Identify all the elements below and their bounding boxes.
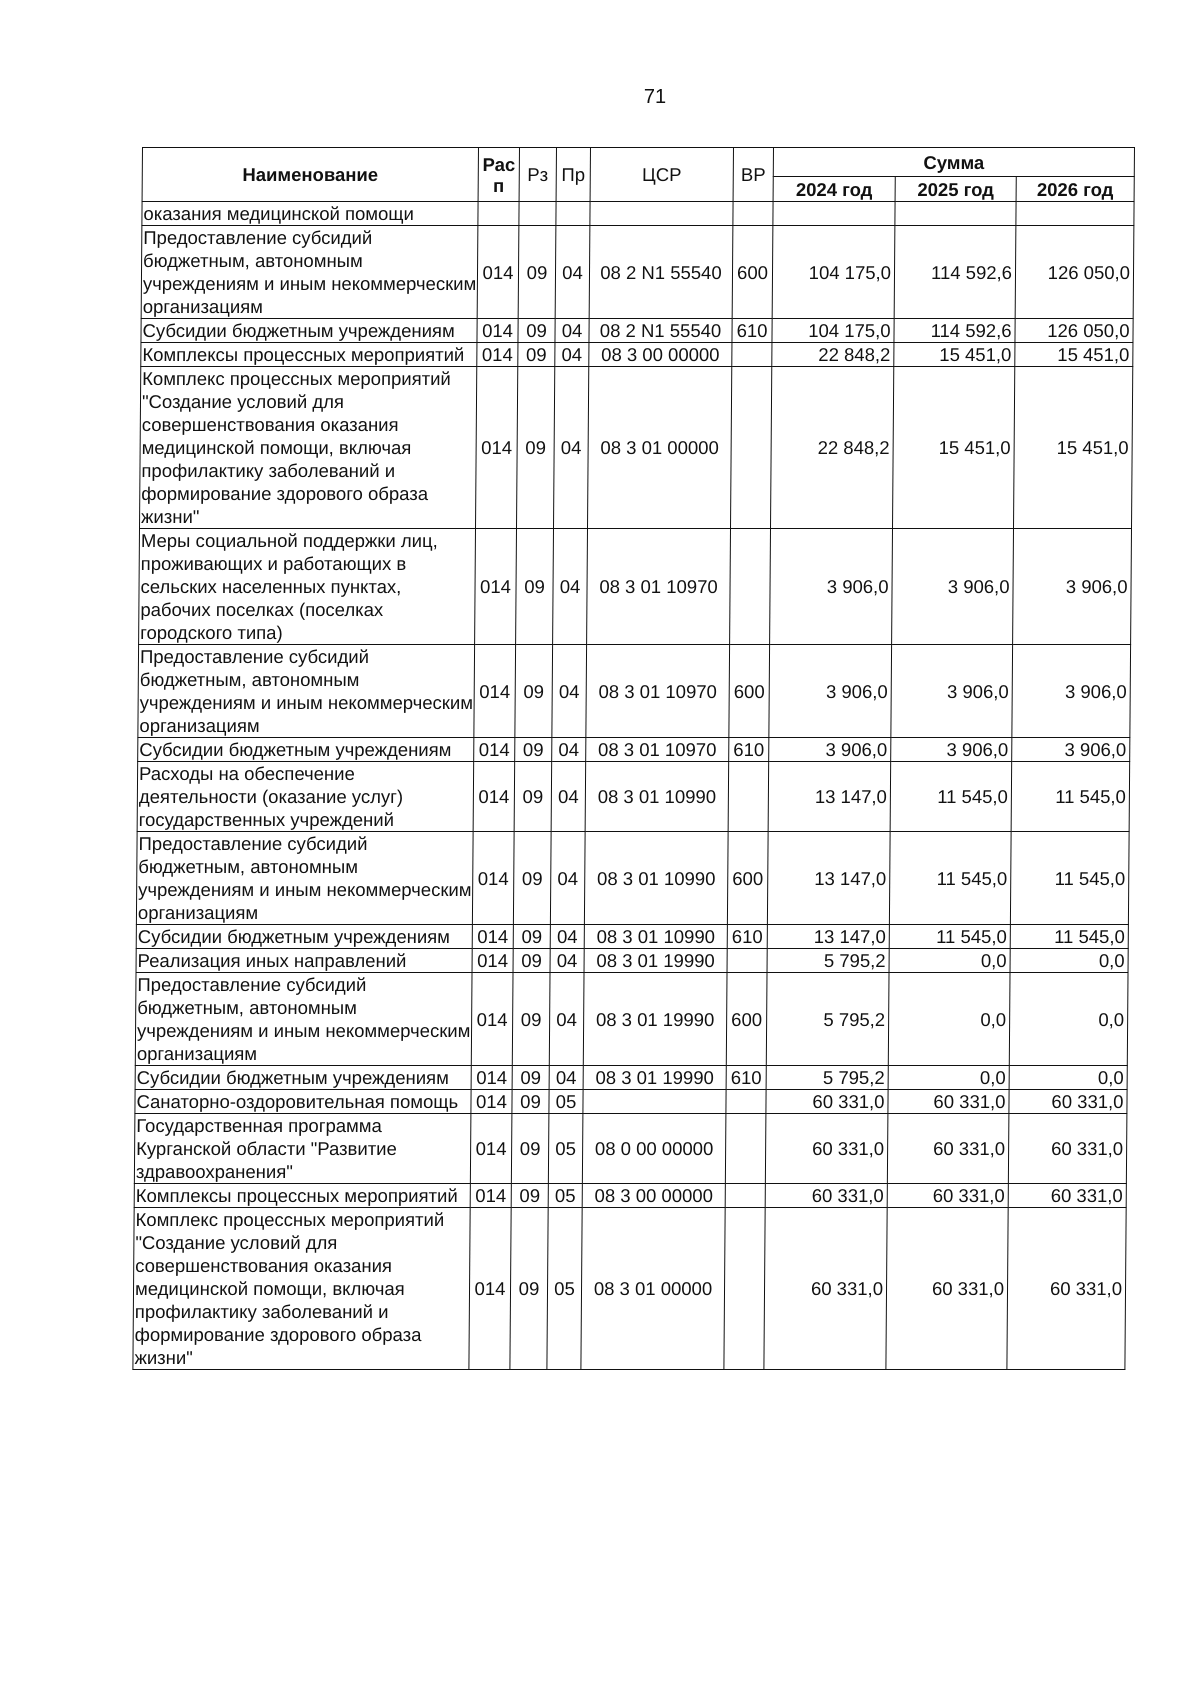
cell-name: Предоставление субсидий бюджетным, автономным учреждениям и иным некоммерческим организациям: [136, 974, 471, 1064]
budget-table: [132, 147, 1135, 1370]
cell-name: Комплексы процессных мероприятий: [141, 343, 477, 367]
cell-2026: 3 906,0: [1012, 738, 1130, 762]
cell-csr: 08 3 01 10970: [586, 738, 729, 762]
cell-2026: 11 545,0: [1011, 762, 1130, 832]
cell-vr: 610: [729, 738, 769, 762]
cell-rz: 09: [514, 762, 552, 832]
cell-pr: [556, 202, 590, 226]
cell-vr: [733, 202, 773, 226]
table-header: [142, 148, 1134, 202]
cell-rz: 09: [513, 949, 550, 973]
cell-csr: 08 3 01 10970: [587, 529, 731, 645]
cell-2025: 15 451,0: [894, 343, 1015, 367]
cell-name: Субсидии бюджетным учреждениям: [135, 1066, 471, 1090]
cell-name: Предоставление субсидий бюджетным, автономным учреждениям и иным некоммерческим организациям: [142, 227, 477, 317]
cell-pr: 04: [552, 738, 586, 762]
cell-2024: 22 848,2: [772, 343, 894, 367]
cell-rasp: 014: [472, 832, 514, 925]
cell-name: Комплексы процессных мероприятий: [134, 1184, 470, 1208]
cell-rasp: 014: [469, 1208, 511, 1370]
cell-vr: 600: [727, 832, 768, 925]
cell-2024: 60 331,0: [765, 1184, 887, 1208]
cell-2026: 0,0: [1009, 973, 1128, 1066]
cell-csr: 08 3 01 19990: [584, 949, 727, 973]
cell-rz: 09: [512, 973, 550, 1066]
cell-vr: [724, 1208, 765, 1370]
cell-vr: [731, 367, 772, 529]
cell-pr: 04: [550, 832, 585, 925]
cell-vr: 600: [732, 226, 773, 319]
cell-2025: 60 331,0: [886, 1208, 1008, 1370]
cell-2024: [773, 202, 895, 226]
cell-rz: 09: [512, 1066, 549, 1090]
cell-2026: [1016, 202, 1134, 226]
cell-2025: 60 331,0: [887, 1184, 1008, 1208]
cell-2026: 60 331,0: [1008, 1184, 1126, 1208]
header-year-2026: 2026 год: [1016, 177, 1134, 202]
cell-csr: 08 3 00 00000: [582, 1184, 725, 1208]
table-row: [141, 319, 1133, 343]
cell-rz: 09: [511, 1114, 549, 1184]
cell-csr: [590, 202, 733, 226]
table-row: [138, 645, 1131, 738]
cell-csr: 08 3 01 10970: [586, 645, 730, 738]
cell-2026: 60 331,0: [1008, 1114, 1127, 1184]
cell-pr: 04: [555, 226, 590, 319]
cell-2026: 11 545,0: [1010, 832, 1129, 925]
cell-rasp: 014: [477, 319, 518, 343]
cell-name: Расходы на обеспечение деятельности (оказание услуг) государственных учреждений: [137, 762, 474, 832]
table-row: [135, 973, 1128, 1066]
cell-2025: 3 906,0: [892, 529, 1014, 645]
cell-rasp: 014: [471, 1090, 512, 1114]
cell-vr: [725, 1114, 766, 1184]
table-row: [135, 1066, 1127, 1090]
cell-csr: 08 3 01 10990: [584, 925, 727, 949]
cell-rasp: [478, 202, 519, 226]
header-vr: ВР: [733, 148, 773, 202]
cell-rz: 09: [517, 367, 555, 529]
cell-name: Субсидии бюджетным учреждениям: [136, 925, 472, 949]
cell-2024: 3 906,0: [770, 529, 893, 645]
cell-rz: [519, 202, 556, 226]
cell-vr: [730, 529, 771, 645]
cell-name: Комплекс процессных мероприятий "Создание условий для совершенствования оказания медицинской помощи, включая профилактику заболеваний и формирование здорового образа жизни": [140, 367, 477, 529]
cell-pr: 04: [551, 762, 586, 832]
table-row: [140, 367, 1133, 529]
cell-rasp: 014: [471, 1066, 512, 1090]
cell-name: Субсидии бюджетным учреждениям: [138, 738, 474, 762]
cell-rasp: 014: [470, 1184, 511, 1208]
cell-2025: 114 592,6: [894, 319, 1015, 343]
cell-rz: 09: [510, 1208, 548, 1370]
table-row: [135, 1090, 1127, 1114]
cell-csr: 08 3 01 00000: [588, 367, 732, 529]
table-row: [141, 343, 1133, 367]
cell-rz: 09: [518, 226, 556, 319]
cell-csr: 08 2 N1 55540: [589, 226, 733, 319]
cell-2024: 104 175,0: [772, 319, 894, 343]
cell-vr: [728, 762, 769, 832]
cell-rasp: 014: [476, 367, 518, 529]
cell-2024: 5 795,2: [766, 1066, 888, 1090]
table-row: [134, 1184, 1126, 1208]
cell-name: Субсидии бюджетным учреждениям: [141, 319, 477, 343]
cell-2026: 0,0: [1009, 1066, 1127, 1090]
cell-vr: [732, 343, 772, 367]
cell-2024: 22 848,2: [771, 367, 894, 529]
cell-2024: 5 795,2: [767, 949, 889, 973]
page-number: 71: [643, 86, 667, 108]
cell-2025: 15 451,0: [893, 367, 1015, 529]
header-year-2024: 2024 год: [773, 177, 895, 202]
cell-rasp: 014: [471, 973, 513, 1066]
cell-vr: [726, 1090, 766, 1114]
cell-2024: 13 147,0: [768, 762, 891, 832]
header-rasp: Рас п: [478, 148, 519, 202]
cell-2024: 60 331,0: [764, 1208, 887, 1370]
cell-rasp: 014: [474, 738, 515, 762]
cell-2024: 104 175,0: [772, 226, 895, 319]
table-row: [134, 1114, 1127, 1184]
cell-csr: 08 3 00 00000: [589, 343, 732, 367]
cell-vr: 610: [726, 1066, 766, 1090]
header-sum: Сумма: [773, 148, 1134, 177]
cell-pr: 04: [552, 645, 587, 738]
cell-rasp: 014: [473, 762, 515, 832]
cell-vr: 610: [727, 925, 767, 949]
cell-rasp: 014: [477, 226, 519, 319]
cell-2024: 13 147,0: [767, 832, 890, 925]
cell-csr: 08 3 01 19990: [583, 973, 727, 1066]
cell-csr: 08 3 01 10990: [584, 832, 728, 925]
cell-vr: 610: [732, 319, 772, 343]
header-name: Наименование: [142, 148, 478, 202]
cell-name: Меры социальной поддержки лиц, проживающих и работающих в сельских населенных пунктах, рабочих поселках (поселках городского типа): [139, 529, 476, 645]
header-pr: Пр: [556, 148, 590, 202]
cell-2025: 60 331,0: [888, 1090, 1009, 1114]
table-row: [142, 202, 1134, 226]
cell-pr: 05: [548, 1114, 583, 1184]
cell-2025: 11 545,0: [889, 832, 1011, 925]
cell-csr: [583, 1090, 726, 1114]
header-rz: Рз: [519, 148, 556, 202]
cell-rz: 09: [518, 319, 555, 343]
cell-2025: 60 331,0: [887, 1114, 1009, 1184]
cell-rz: 09: [518, 343, 555, 367]
cell-name: Реализация иных направлений: [136, 949, 472, 973]
cell-2024: 3 906,0: [769, 645, 892, 738]
cell-csr: 08 3 01 10990: [585, 762, 729, 832]
cell-rasp: 014: [472, 949, 513, 973]
cell-pr: 05: [547, 1208, 582, 1370]
cell-2026: 11 545,0: [1010, 925, 1128, 949]
cell-csr: 08 0 00 00000: [582, 1114, 726, 1184]
table-row: [137, 762, 1130, 832]
cell-2024: 60 331,0: [765, 1114, 888, 1184]
cell-rz: 09: [513, 925, 550, 949]
cell-2026: 15 451,0: [1014, 367, 1133, 529]
cell-2024: 3 906,0: [769, 738, 891, 762]
table-row: [133, 1208, 1126, 1370]
cell-2026: 0,0: [1010, 949, 1128, 973]
cell-pr: 04: [554, 367, 589, 529]
cell-2026: 60 331,0: [1007, 1208, 1126, 1370]
cell-2024: 60 331,0: [766, 1090, 888, 1114]
cell-pr: 04: [550, 949, 584, 973]
cell-2024: 13 147,0: [767, 925, 889, 949]
cell-rz: 09: [516, 529, 554, 645]
cell-2026: 126 050,0: [1015, 319, 1133, 343]
cell-name: Комплекс процессных мероприятий "Создание условий для совершенствования оказания медицинской помощи, включая профилактику заболеваний и формирование здорового образа жизни": [133, 1208, 470, 1370]
table-row: [136, 925, 1128, 949]
cell-pr: 04: [553, 529, 588, 645]
cell-pr: 04: [555, 343, 589, 367]
cell-csr: 08 3 01 19990: [583, 1066, 726, 1090]
cell-rz: 09: [513, 832, 551, 925]
cell-pr: 05: [549, 1090, 583, 1114]
cell-rz: 09: [515, 738, 552, 762]
cell-vr: [727, 949, 767, 973]
cell-2025: 3 906,0: [891, 645, 1013, 738]
cell-pr: 04: [555, 319, 589, 343]
cell-rasp: 014: [470, 1114, 512, 1184]
cell-pr: 04: [550, 925, 584, 949]
cell-rz: 09: [515, 645, 553, 738]
cell-rz: 09: [511, 1184, 548, 1208]
cell-rz: 09: [512, 1090, 549, 1114]
cell-vr: 600: [729, 645, 770, 738]
cell-2025: 0,0: [888, 1066, 1009, 1090]
table-row: [136, 832, 1129, 925]
cell-2025: 11 545,0: [889, 925, 1010, 949]
cell-2026: 15 451,0: [1015, 343, 1133, 367]
cell-name: Предоставление субсидий бюджетным, автономным учреждениям и иным некоммерческим организациям: [137, 833, 472, 923]
cell-name: Предоставление субсидий бюджетным, автономным учреждениям и иным некоммерческим организациям: [139, 646, 474, 736]
cell-vr: [725, 1184, 765, 1208]
cell-name: Санаторно-оздоровительная помощь: [135, 1090, 471, 1114]
cell-rasp: 014: [475, 529, 517, 645]
cell-2025: 114 592,6: [894, 226, 1016, 319]
cell-rasp: 014: [477, 343, 518, 367]
cell-csr: 08 2 N1 55540: [589, 319, 732, 343]
table-body: [133, 202, 1134, 1370]
cell-pr: 05: [548, 1184, 582, 1208]
cell-2024: 5 795,2: [766, 973, 889, 1066]
table-row: [138, 738, 1130, 762]
table-row: [136, 949, 1128, 973]
header-year-2025: 2025 год: [895, 177, 1016, 202]
cell-2025: 0,0: [889, 949, 1010, 973]
cell-2026: 3 906,0: [1013, 529, 1132, 645]
cell-2026: 60 331,0: [1009, 1090, 1127, 1114]
cell-rasp: 014: [474, 645, 516, 738]
cell-2025: 3 906,0: [891, 738, 1012, 762]
cell-csr: 08 3 01 00000: [581, 1208, 725, 1370]
cell-2025: 11 545,0: [890, 762, 1012, 832]
cell-2025: 0,0: [888, 973, 1010, 1066]
table-row: [141, 226, 1134, 319]
cell-2026: 126 050,0: [1015, 226, 1134, 319]
cell-name: Государственная программа Курганской области "Развитие здравоохранения": [134, 1114, 471, 1184]
cell-2026: 3 906,0: [1012, 645, 1131, 738]
cell-pr: 04: [549, 973, 584, 1066]
cell-rasp: 014: [472, 925, 513, 949]
cell-2025: [895, 202, 1016, 226]
cell-name: оказания медицинской помощи: [142, 202, 478, 226]
table-row: [139, 529, 1132, 645]
header-csr: ЦСР: [590, 148, 733, 202]
cell-pr: 04: [549, 1066, 583, 1090]
cell-vr: 600: [726, 973, 767, 1066]
